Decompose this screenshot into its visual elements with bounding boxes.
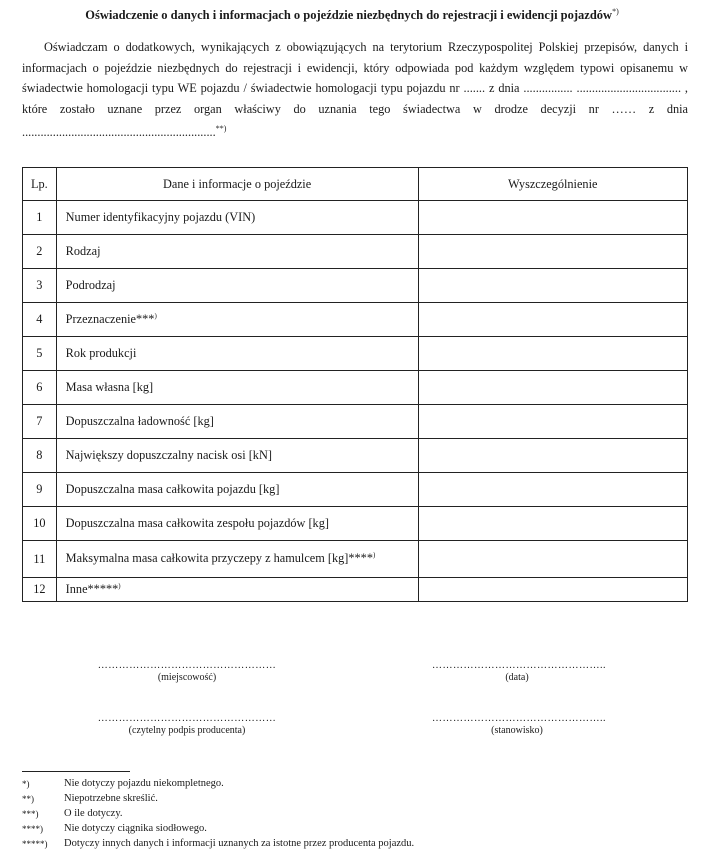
footnote-item [22,807,123,821]
footnote-mark: **) [22,794,34,804]
row-footnote-mark: ) [154,311,157,320]
table-row [23,541,688,578]
table-header-row [23,168,688,201]
position-dotted-line[interactable]: ………………………………………….. [432,713,606,724]
table-row [23,337,688,371]
header-specification: Wyszczególnienie [418,168,687,201]
header-lp: Lp. [23,168,57,201]
row-label: Masa własna [kg] [56,371,418,405]
table-row [23,473,688,507]
row-value-field[interactable] [418,439,687,473]
row-value-field[interactable] [418,371,687,405]
table-row [23,439,688,473]
row-number: 9 [23,473,57,507]
footnote-mark: ****) [22,824,43,834]
row-value-field[interactable] [418,473,687,507]
row-label: Rodzaj [56,235,418,269]
footnote-text: Nie dotyczy pojazdu niekompletnego. [64,778,224,789]
intro-footnote-mark: **) [215,124,227,133]
row-number: 5 [23,337,57,371]
row-number: 10 [23,507,57,541]
row-value-field[interactable] [418,578,687,602]
row-number: 7 [23,405,57,439]
row-label: Przeznaczenie***) [56,303,418,337]
footnote-mark: *) [22,779,30,789]
row-value-field[interactable] [418,235,687,269]
table-row [23,371,688,405]
place-caption: (miejscowość) [157,672,217,683]
footnote-text: Nie dotyczy ciągnika siodłowego. [64,823,207,834]
position-caption: (stanowisko) [491,725,543,736]
place-dotted-line[interactable]: …………………………………………… [97,660,277,671]
table-row [23,405,688,439]
row-number: 12 [23,578,57,602]
footnote-text: Niepotrzebne skreślić. [64,793,158,804]
date-dotted-line[interactable]: ………………………………………….. [432,660,606,671]
row-footnote-mark: ) [372,551,376,560]
row-value-field[interactable] [418,405,687,439]
row-number: 11 [23,541,57,578]
footnote-item [22,777,224,791]
row-label: Dopuszczalna masa całkowita pojazdu [kg] [56,473,418,507]
footnote-text: Dotyczy innych danych i informacji uznanych za istotne przez producenta pojazdu. [64,838,415,849]
row-number: 3 [23,269,57,303]
signature-dotted-line[interactable]: …………………………………………… [97,713,277,724]
row-label: Dopuszczalna ładowność [kg] [56,405,418,439]
vehicle-data-table [22,167,688,602]
footnote-item [22,792,158,806]
table-row [23,201,688,235]
signature-caption: (czytelny podpis producenta) [128,725,246,736]
intro-paragraph [22,37,688,143]
footnote-item [22,837,414,851]
row-number: 1 [23,201,57,235]
title-text: Oświadczenie o danych i informacjach o pojeździe niezbędnych do rejestracji i ewidencji pojazdów [85,8,613,23]
header-data: Dane i informacje o pojeździe [56,168,418,201]
row-label: Rok produkcji [56,337,418,371]
row-footnote-mark: ) [118,581,121,590]
row-number: 8 [23,439,57,473]
footnote-mark: *****) [22,839,48,849]
row-label: Maksymalna masa całkowita przyczepy z hamulcem [kg]****) [56,541,418,578]
row-value-field[interactable] [418,201,687,235]
table-row [23,578,688,602]
row-label: Inne*****) [56,578,418,602]
date-caption: (data) [505,672,529,683]
row-label: Numer identyfikacyjny pojazdu (VIN) [56,201,418,235]
document-title [0,7,704,23]
place-field [92,660,282,683]
row-number: 4 [23,303,57,337]
footnote-text: O ile dotyczy. [64,808,123,819]
footnote-divider [22,771,130,772]
row-label: Podrodzaj [56,269,418,303]
row-label: Dopuszczalna masa całkowita zespołu pojazdów [kg] [56,507,418,541]
table-row [23,269,688,303]
position-field [432,713,606,736]
row-value-field[interactable] [418,303,687,337]
row-number: 6 [23,371,57,405]
row-value-field[interactable] [418,541,687,578]
table-row [23,235,688,269]
table-row [23,507,688,541]
row-label: Największy dopuszczalny nacisk osi [kN] [56,439,418,473]
table-row [23,303,688,337]
signature-field [92,713,282,736]
row-number: 2 [23,235,57,269]
row-value-field[interactable] [418,337,687,371]
row-value-field[interactable] [418,507,687,541]
intro-text: Oświadczam o dodatkowych, wynikających z obowiązujących na terytorium Rzeczypospolitej Polskiej przepisów, danych i informacjach o pojeździe niezbędnych do rejestracji i ewidencji, który odpowiada pod każdym względem typowi opisanemu w świadectwie homologacji typu WE pojazdu / świadectwie homologacji typu pojazdu nr ....... z dnia ................ .................................. , które zostało uznane przez organ właściwy do uznania tego świadectwa w drodze decyzji nr …… z dnia ............................................................... [22,40,688,140]
date-field [432,660,606,683]
row-value-field[interactable] [418,269,687,303]
footnote-mark: ***) [22,809,39,819]
title-footnote-mark: *) [612,7,619,16]
footnote-item [22,822,207,836]
